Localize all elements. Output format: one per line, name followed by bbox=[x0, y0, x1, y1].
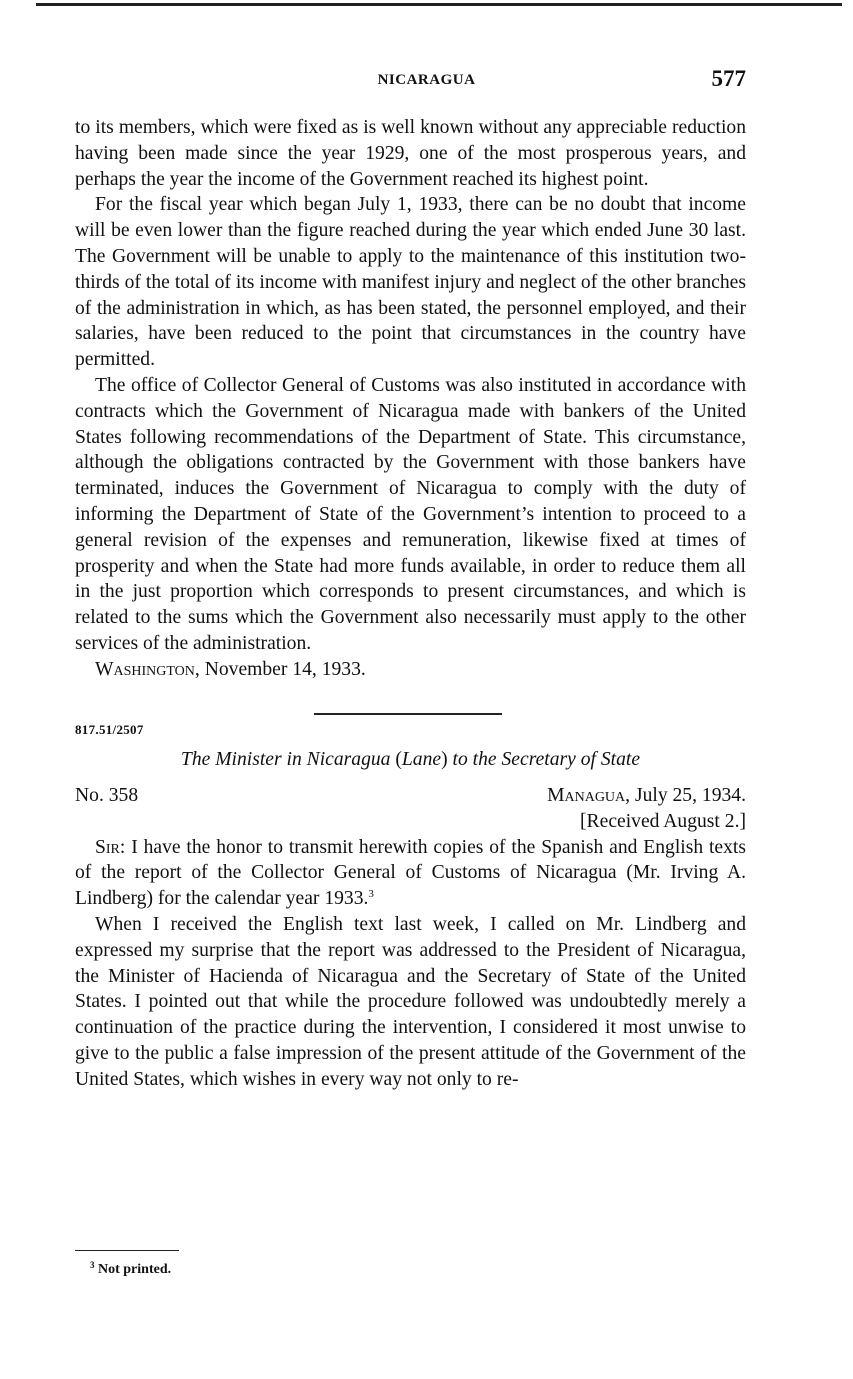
dateline-place: Washington bbox=[95, 658, 195, 680]
running-title: NICARAGUA bbox=[377, 72, 476, 88]
document-meta bbox=[75, 783, 746, 809]
footnote-text: Not printed. bbox=[94, 1262, 172, 1277]
heading-paren-close: ) bbox=[441, 748, 448, 770]
footnote-reference: 3 bbox=[368, 888, 374, 901]
section-separator bbox=[314, 713, 502, 715]
received-note: [Received August 2.] bbox=[580, 810, 746, 832]
paragraph-fiscal-year: For the fiscal year which began July 1, 1933, there can be no doubt that income will be even lower than the figure reached during the year which ended June 30 last. The Government will be unable to apply to the maintenance of this institution two-thirds of the total of its income with manifest injury and neglect of the other branches of the administration in which, as has been stated, the personnel employed, and their salaries, have been reduced to the point that circumstances in the country have permitted. bbox=[75, 194, 746, 371]
letter-paragraph-1 bbox=[75, 835, 746, 912]
document-place-date bbox=[547, 783, 746, 809]
document-place: Managua bbox=[547, 784, 626, 806]
document-heading bbox=[75, 747, 746, 772]
heading-part1: The Minister in Nicaragua bbox=[180, 748, 396, 770]
top-rule bbox=[36, 3, 842, 6]
paragraph-collector-general: The office of Collector General of Customs was also instituted in accordance with contracts which the Government of Nicaragua made with bankers of the United States following recommendations of the Department of State. This circumstance, although the obligations contracted by the Government with those bankers have terminated, induces the Government of Nicaragua to comply with the duty of informing the Department of State of the Government’s intention to proceed to a general revision of the expenses and remuneration, likewise fixed at times of prosperity and when the State had more funds available, in order to reduce them all in the just proportion which corresponds to present circumstances, and which is related to the sums which the Government also necessarily must apply to the other services of the administration. bbox=[75, 374, 746, 654]
heading-paren-open: ( bbox=[395, 748, 402, 770]
dateline-date: , November 14, 1933. bbox=[194, 658, 366, 680]
footnote-rule bbox=[75, 1250, 179, 1251]
paragraph-continuation: to its members, which were fixed as is well known without any appreciable reduction having been made since the year 1929, one of the most prosperous years, and perhaps the year the income of the Government reached its highest point. bbox=[75, 117, 746, 190]
document-date: , July 25, 1934. bbox=[625, 784, 746, 806]
salutation: Sir bbox=[95, 836, 120, 858]
dateline bbox=[75, 657, 746, 683]
page-number: 577 bbox=[711, 66, 746, 91]
file-number: 817.51/2507 bbox=[75, 721, 144, 737]
letter-paragraph-2: When I received the English text last week, I called on Mr. Lindberg and expressed my surprise that the report was addressed to the President of Nicaragua, the Minister of Hacienda of Nicaragua and the Secretary of State of the United States. I pointed out that while the procedure followed was undoubtedly merely a continuation of the practice during the intervention, I considered it most unwise to give to the public a false impression of the present attitude of the Government of the United States, which wishes in every way not only to re- bbox=[75, 913, 746, 1090]
letter-paragraph-1-text: : I have the honor to transmit herewith copies of the Spanish and English texts of the report of the Collector General of Customs of Nicaragua (Mr. Irving A. Lindberg) for the calendar year 1933. bbox=[75, 836, 746, 910]
footnote bbox=[90, 1262, 171, 1278]
footnote-marker: 3 bbox=[90, 1260, 95, 1270]
heading-part2: to the Secretary of State bbox=[447, 748, 641, 770]
document-number: No. 358 bbox=[75, 784, 139, 806]
page-body bbox=[75, 115, 746, 1093]
heading-name: Lane bbox=[401, 748, 442, 770]
